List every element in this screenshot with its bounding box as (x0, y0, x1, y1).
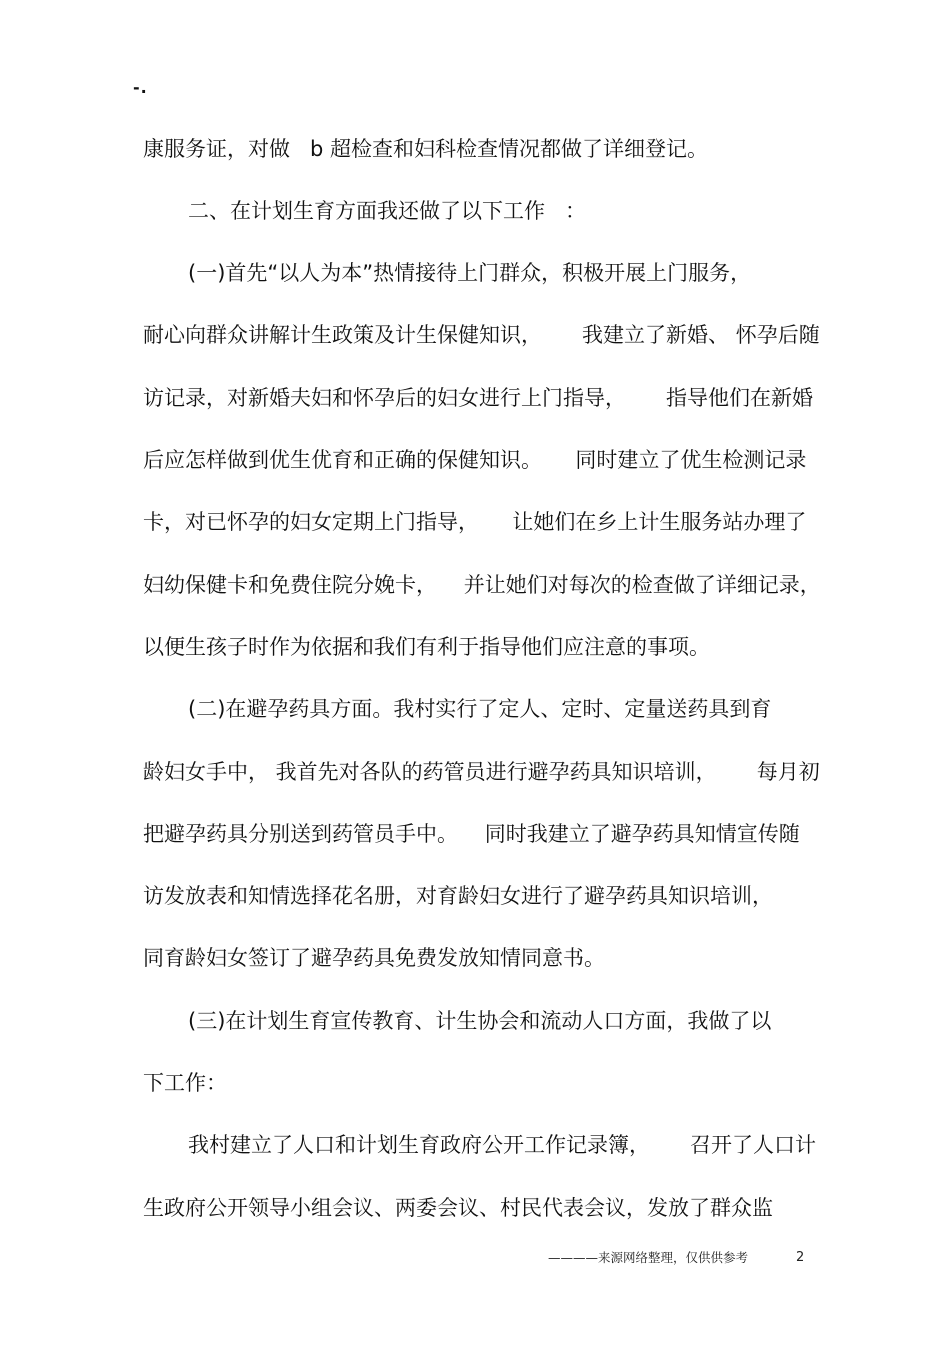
footer-page-number: 2 (796, 1250, 805, 1265)
header-mark: -. (133, 78, 148, 97)
body-line-9: 以便生孩子时作为依据和我们有利于指导他们应注意的事项。 (143, 635, 710, 659)
body-line-12: 把避孕药具分别送到药管员手中。 同时我建立了避孕药具知情宣传随 (143, 822, 800, 846)
body-line-10: (二)在避孕药具方面。我村实行了定人、定时、定量送药具到育 (188, 697, 772, 721)
body-line-3: (一)首先“以人为本”热情接待上门群众，积极开展上门服务， (188, 261, 752, 285)
body-line-17: 我村建立了人口和计划生育政府公开工作记录簿， 召开了人口计 (188, 1133, 817, 1157)
body-line-13: 访发放表和知情选择花名册，对育龄妇女进行了避孕药具知识培训， (143, 884, 773, 908)
body-line-8: 妇幼保健卡和免费住院分娩卡， 并让她们对每次的检查做了详细记录， (143, 573, 821, 597)
body-line-14: 同育龄妇女签订了避孕药具免费发放知情同意书。 (143, 946, 605, 970)
body-line-16: 下工作： (143, 1071, 227, 1095)
body-line-6: 后应怎样做到优生优育和正确的保健知识。 同时建立了优生检测记录 (143, 448, 807, 472)
section-heading-2: 二、在计划生育方面我还做了以下工作 ： (188, 199, 587, 223)
body-line-4: 耐心向群众讲解计生政策及计生保健知识， 我建立了新婚、 怀孕后随 (143, 323, 820, 347)
body-line-1: 康服务证，对做 b 超检查和妇科检查情况都做了详细登记。 (143, 137, 709, 161)
body-line-11: 龄妇女手中， 我首先对各队的药管员进行避孕药具知识培训， 每月初 (143, 760, 820, 784)
footer-source-note: ————来源网络整理，仅供供参考 (548, 1250, 749, 1265)
body-line-7: 卡，对已怀孕的妇女定期上门指导， 让她们在乡上计生服务站办理了 (143, 510, 807, 534)
body-line-15: (三)在计划生育宣传教育、计生协会和流动人口方面，我做了以 (188, 1009, 772, 1033)
body-line-18: 生政府公开领导小组会议、两委会议、村民代表会议，发放了群众监 (143, 1196, 773, 1220)
body-line-5: 访记录，对新婚夫妇和怀孕后的妇女进行上门指导， 指导他们在新婚 (143, 386, 814, 410)
